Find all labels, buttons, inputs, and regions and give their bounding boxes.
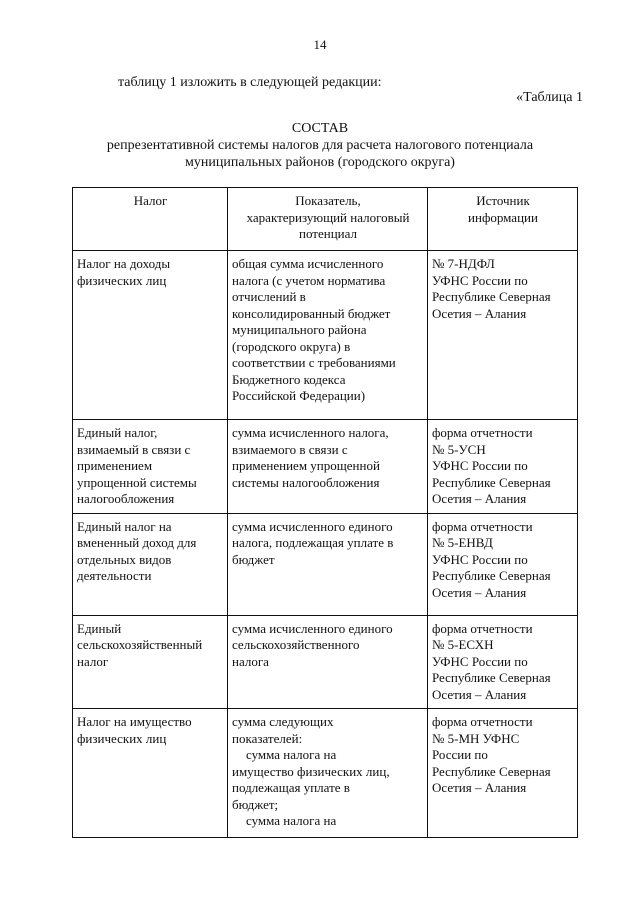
tax-cell — [73, 709, 228, 838]
cell-line: соответствии с требованиями — [232, 355, 396, 370]
header-source-line: информации — [468, 209, 538, 225]
cell-line: Республике Северная — [432, 474, 551, 490]
cell-line: Республике Северная — [432, 289, 551, 304]
cell-line: Единый налог на — [77, 518, 172, 534]
cell-line: упрощенной системы — [77, 474, 197, 490]
source-cell — [428, 709, 578, 838]
cell-line: имущество физических лиц, — [232, 763, 390, 779]
cell-line: сумма налога на — [246, 747, 337, 762]
cell-line: вмененный доход для — [77, 535, 197, 550]
cell-line: системы налогообложения — [232, 474, 380, 490]
page-number: 14 — [313, 37, 327, 52]
cell-line: УФНС России по — [432, 272, 528, 288]
cell-line: налога — [232, 653, 269, 669]
header-row — [73, 188, 578, 251]
cell-line: взимаемого в связи с — [232, 441, 348, 457]
cell-line: № 5-ЕСХН — [432, 637, 494, 652]
tax-cell — [73, 420, 228, 514]
cell-line: бюджет — [232, 551, 275, 567]
table-row — [73, 420, 578, 514]
cell-line: № 5-ЕНВД — [432, 535, 493, 550]
tax-cell — [73, 251, 228, 420]
table-row — [73, 615, 578, 709]
cell-line: Осетия – Алания — [432, 780, 527, 795]
cell-line: № 5-УСН — [432, 441, 486, 457]
source-cell — [428, 615, 578, 709]
table-row — [73, 709, 578, 838]
cell-line: сумма исчисленного единого — [232, 518, 393, 534]
heading-title: СОСТАВ — [291, 121, 349, 136]
cell-line: отчислений в — [232, 289, 306, 304]
header-indicator-line: Показатель, — [295, 193, 361, 208]
cell-line: взимаемый в связи с — [77, 441, 191, 457]
cell-line: отдельных видов — [77, 551, 172, 567]
cell-line: бюджет; — [232, 796, 279, 812]
cell-line: Республике Северная — [432, 670, 551, 685]
cell-line: сумма исчисленного налога, — [232, 425, 389, 440]
cell-line: деятельности — [77, 568, 152, 583]
header-source-line: Источник — [476, 193, 530, 208]
cell-line: форма отчетности — [432, 425, 533, 440]
cell-line: общая сумма исчисленного — [232, 256, 384, 271]
cell-line: сельскохозяйственный — [77, 637, 203, 652]
cell-line: Осетия – Алания — [432, 686, 527, 702]
header-indicator-line: характеризующий налоговый — [246, 209, 410, 225]
heading-line-1: репрезентативной системы налогов для расчета налогового потенциала — [106, 138, 534, 153]
tax-cell — [73, 615, 228, 709]
source-cell — [428, 251, 578, 420]
table-row — [73, 513, 578, 615]
cell-line: № 5-МН УФНС — [432, 730, 520, 746]
cell-line: Единый — [77, 620, 122, 636]
cell-line: Бюджетного кодекса — [232, 371, 346, 387]
cell-line: Налог на доходы — [77, 256, 171, 271]
cell-line: физических лиц — [77, 730, 167, 746]
cell-line: (городского округа) в — [232, 338, 351, 354]
header-source — [428, 188, 578, 251]
header-tax — [73, 188, 228, 251]
cell-line: Республике Северная — [432, 568, 551, 583]
cell-line: применением — [77, 458, 153, 473]
cell-line: налога, подлежащая уплате в — [232, 535, 394, 550]
cell-line: России по — [432, 747, 488, 762]
source-cell — [428, 420, 578, 514]
cell-line: применением упрощенной — [232, 458, 380, 473]
header-tax-label: Налог — [133, 193, 168, 208]
cell-line: муниципального района — [232, 322, 367, 337]
cell-line: Республике Северная — [432, 763, 551, 779]
indicator-cell — [228, 420, 428, 514]
cell-line: форма отчетности — [432, 518, 533, 534]
table-row — [73, 251, 578, 420]
header-indicator — [228, 188, 428, 251]
cell-line: форма отчетности — [432, 714, 533, 729]
heading-line-2: муниципальных районов (городского округа) — [185, 155, 455, 170]
cell-line: налогообложения — [77, 491, 175, 506]
cell-line: УФНС России по — [432, 653, 528, 669]
indicator-cell — [228, 615, 428, 709]
cell-line: налога (с учетом норматива — [232, 272, 386, 288]
cell-line: показателей: — [232, 730, 303, 746]
cell-line: сумма следующих — [232, 714, 334, 729]
cell-line: форма отчетности — [432, 620, 533, 636]
cell-line: сельскохозяйственного — [232, 637, 360, 652]
indicator-cell — [228, 251, 428, 420]
table-label: «Таблица 1 — [516, 90, 583, 105]
tax-cell — [73, 513, 228, 615]
indicator-cell — [228, 709, 428, 838]
cell-line: № 7-НДФЛ — [432, 256, 495, 271]
cell-line: консолидированный бюджет — [232, 305, 391, 321]
cell-line: УФНС России по — [432, 551, 528, 567]
cell-line: Осетия – Алания — [432, 491, 527, 506]
cell-line: сумма налога на — [246, 813, 337, 828]
cell-line: УФНС России по — [432, 458, 528, 473]
cell-line: Налог на имущество — [77, 714, 192, 729]
header-indicator-line: потенциал — [299, 226, 357, 241]
cell-line: Осетия – Алания — [432, 305, 527, 321]
cell-line: сумма исчисленного единого — [232, 620, 393, 636]
table-heading — [0, 120, 640, 171]
tax-system-table — [72, 187, 578, 838]
cell-line: Единый налог, — [77, 425, 158, 440]
source-cell — [428, 513, 578, 615]
cell-line: Российской Федерации) — [232, 388, 366, 403]
cell-line: физических лиц — [77, 272, 167, 288]
cell-line: подлежащая уплате в — [232, 780, 350, 795]
cell-line: налог — [77, 653, 109, 669]
cell-line: Осетия – Алания — [432, 584, 527, 600]
indicator-cell — [228, 513, 428, 615]
intro-text: таблицу 1 изложить в следующей редакции: — [118, 75, 382, 90]
